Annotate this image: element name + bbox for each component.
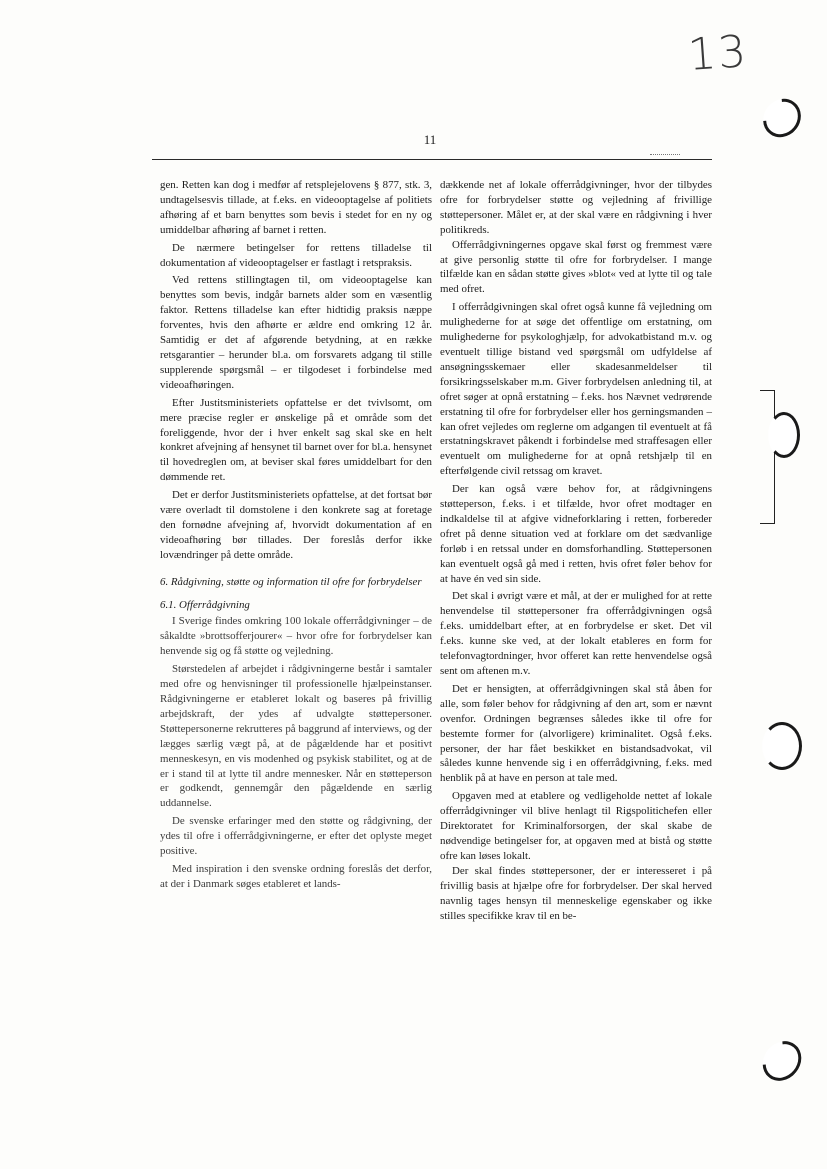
body-paragraph: Ved rettens stillingtagen til, om videooptagelse kan benyttes som bevis, indgår barnets alder som en væsentlig faktor. Rettens tilladelse kan efter hidtidig praksis næppe forventes, hvis den afhørte er ældre end omkring 12 år. Samtidig er det af afgørende betydning, at en række retsgarantier – herunder bl.a. om forsvarets adgang til stille supplerende spørgsmål – er tilgodeset i forbindelse med videoafhøringen. — [160, 274, 432, 391]
body-paragraph: Det skal i øvrigt være et mål, at der er mulighed for at rette henvendelse til støttepersoner fra offerrådgivningen også f.eks. umiddelbart efter, at en forbrydelse er sket. Det vil f.eks. kunne ske ved, at der lokalt etableres en form for telefonvagtordninger, hvor offeret kan rette henvendelse også sent om aftenen m.v. — [440, 590, 712, 677]
subsection-heading: 6.1. Offerrådgivning — [160, 598, 250, 611]
header-rule — [152, 159, 712, 160]
handwritten-page-number: 13 — [686, 25, 750, 82]
punch-hole-mark — [768, 412, 800, 458]
body-paragraph: Med inspiration i den svenske ordning foreslås det derfor, at der i Danmark søges etableret et lands- — [160, 862, 432, 890]
body-paragraph: Der kan også være behov for, at rådgivningens støtteperson, f.eks. i et tilfælde, hvor ofret modtager en indkaldelse til at afgive vidneforklaring i retten, forbereder ofret på denne situation ved at forklare om det sædvanlige forløb i en retssal under en domsforhandling. Støttepersonen kan eventuelt også gå med i retten, hvis ofret føler behov for at have én ved sin side. — [440, 483, 712, 585]
body-paragraph: Der skal findes støttepersoner, der er interesseret i på frivillig basis at hjælpe ofre for forbrydelser. Der skal herved navnlig tages hensyn til menneskelige egenskaber og ikke stilles specifikke krav til en be- — [440, 864, 712, 922]
right-column — [440, 178, 712, 923]
header-rule-dash — [650, 154, 680, 155]
left-column — [160, 178, 432, 892]
body-paragraph: Offerrådgivningernes opgave skal først og fremmest være at give personlig støtte til ofre for forbrydelser. I mange tilfælde kan en sådan støtte gives »blot« ved at lytte til og tale med ofret. — [440, 238, 712, 296]
body-paragraph: Det er derfor Justitsministeriets opfattelse, at det fortsat bør være overladt til domstolene i den konkrete sag at foretage den fornødne afvejning af, hvorvidt dokumentation af en videoafhøring bør tillades. Der foreslås derfor ikke lovændringer på dette område. — [160, 489, 432, 561]
punch-hole-mark — [755, 91, 808, 145]
body-paragraph: I Sverige findes omkring 100 lokale offerrådgivninger – de såkaldte »brottsofferjourer« – hvor ofre for forbrydelser kan henvende sig og få støtte og vejledning. — [160, 615, 432, 658]
punch-hole-mark — [762, 722, 802, 770]
section-heading: 6. Rådgivning, støtte og information til ofre for forbrydelser — [160, 575, 422, 588]
body-paragraph: dækkende net af lokale offerrådgivninger, hvor der tilbydes ofre for forbrydelser støtte og vejledning af frivillige støttepersoner. Målet er, at der skal være en rådgivning i hver politikreds. — [440, 179, 712, 236]
body-paragraph: gen. Retten kan dog i medfør af retsplejelovens § 877, stk. 3, undtagelsesvis tillade, at f.eks. en videooptagelse af politiets afhøring af et barn benyttes som bevis i stedet for en ny og umiddelbar afhøring af barnet i retten. — [160, 179, 432, 236]
body-paragraph: Det er hensigten, at offerrådgivningen skal stå åben for alle, som føler behov for rådgivning af den art, som er nævnt ovenfor. Ordningen begrænses således ikke til ofre for bestemte former for (alvorligere) kriminalitet. Også f.eks. personer, der har fået beskikket en bistandsadvokat, vil således kunne henvende sig i en offerrådgivning, f.eks. med henblik på at have en person at tale med. — [440, 682, 712, 785]
body-paragraph: I offerrådgivningen skal ofret også kunne få vejledning om mulighederne for at søge det offentlige om erstatning, om mulighederne for psykologhjælp, for advokatbistand m.v. og eventuelt tillige bistand ved spørgsmål om udfyldelse af ansøgningsskemaer eller skadesanmeldelser til forsikringsselskaber m.m. Giver forbrydelsen anledning til, at ofret søger at opnå erstatning – f.eks. hos Nævnet vedrørende erstatning til ofre for forbrydelser eller hos gerningsmanden – kan ofret vejledes om reglerne om adgangen til eventuelt at få erstatningskravet påkendt i forbindelse med straffesagen eller eventuelt om mulighederne for at opnå retshjælp til en efterfølgende civil retssag om kravet. — [440, 301, 712, 478]
body-paragraph: De nærmere betingelser for rettens tilladelse til dokumentation af videooptagelser er fastlagt i retspraksis. — [160, 241, 432, 269]
binder-bracket-mark — [760, 390, 775, 524]
punch-hole-mark — [755, 1033, 810, 1088]
body-paragraph: Størstedelen af arbejdet i rådgivningerne består i samtaler med ofre og henvisninger til professionelle hjælpeinstanser. Rådgivningerne er etableret lokalt og baseres på frivillig arbejdskraft, der ydes af udvalgte støttepersoner. Støttepersonerne rekrutteres på baggrund af interviews, og der lægges særlig vægt på, at de pågældende har et positivt menneskesyn, en vis modenhed og psykisk stabilitet, og at de er i stand til at lytte til andre mennesker. Når en støtteperson er godkendt, gennemgår den pågældende en særlig uddannelse. — [160, 663, 432, 810]
page-number: 11 — [423, 132, 437, 147]
body-paragraph: De svenske erfaringer med den støtte og rådgivning, der ydes til ofre i offerrådgivningerne, er efter det oplyste meget positive. — [160, 815, 432, 858]
body-paragraph: Opgaven med at etablere og vedligeholde nettet af lokale offerrådgivninger vil blive henlagt til Rigspolitichefen eller Direktoratet for Kriminalforsorgen, der skal skabe de nødvendige betingelser for, at opgaven med at bistå og støtte ofre kan løses lokalt. — [440, 790, 712, 862]
body-paragraph: Efter Justitsministeriets opfattelse er det tvivlsomt, om mere præcise regler er ønskelige på et område som det foreliggende, hvor der i hver enkelt sag skal ske en helt konkret afvejning af hensynet til barnet over for bl.a. hensynet til hovedreglen om, at beviser skal føres umiddelbart for den dømmende ret. — [160, 396, 432, 484]
